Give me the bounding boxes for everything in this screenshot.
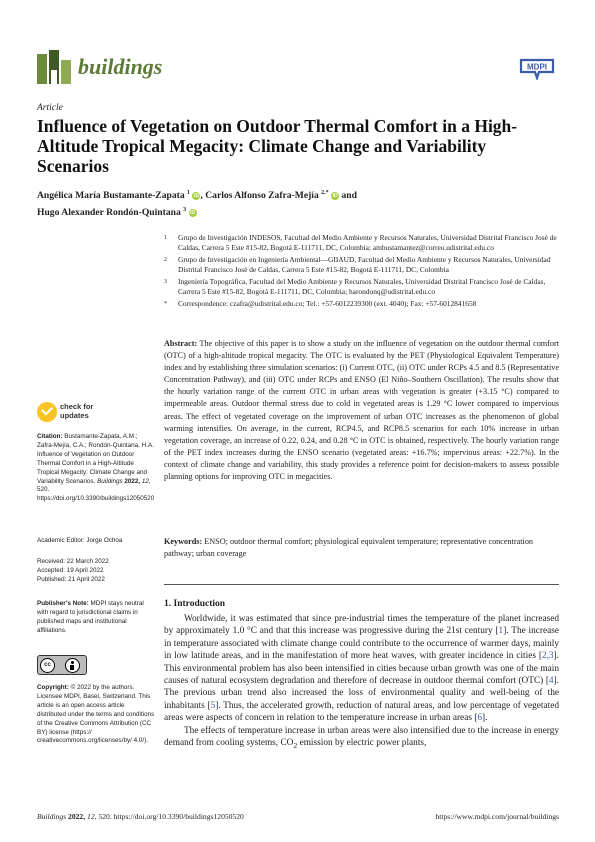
affiliation-item: [164, 255, 559, 275]
paragraph: [164, 725, 559, 753]
citation-doi[interactable]: 520. https://doi.org/10.3390/buildings12050520: [37, 486, 155, 503]
footer-volume: 12,: [87, 812, 97, 821]
publisher-note-label: Publisher’s Note:: [37, 600, 89, 607]
page-footer: [37, 812, 559, 821]
author-name[interactable]: Hugo Alexander Rondón-Quintana: [37, 207, 181, 219]
accepted-date: Accepted: 19 April 2022: [37, 566, 104, 574]
author-name[interactable]: Carlos Alfonso Zafra-Mejía: [205, 190, 319, 202]
citation-authors: Bustamante-Zapata, A.M.; Zafra-Mejía, C.A.; Rondón-Quintana, H.A. Influence of Vegetation on Outdoor Thermal Comfort in a High-Altitude Tropical Megacity: Climate Change and Variability Scenarios.: [37, 433, 154, 485]
cc-by-license-icon[interactable]: [37, 655, 87, 675]
affiliation-text: Grupo de Investigación en Ingeniería Ambiental—GIIAUD, Facultad del Medio Ambiente y Recursos Naturales, Universidad Distrital Francisco José de Caldas, Carrera 5 Este #15-82, Bogotá E-111711, DC, Colombia: [178, 255, 551, 274]
keywords-text: ENSO; outdoor thermal comfort; physiological equivalent temperature; representative concentration pathway; urban coverage: [164, 537, 534, 559]
cc-icon: cc: [40, 658, 55, 673]
citation-link[interactable]: 2,3: [541, 651, 554, 662]
footer-journal: Buildings: [37, 812, 67, 821]
citation-block: [37, 433, 155, 504]
keywords-label: Keywords:: [164, 537, 203, 546]
affiliation-number: 2: [164, 257, 167, 263]
footer-journal-url[interactable]: https://www.mdpi.com/journal/buildings: [435, 812, 559, 821]
text-run: ].: [482, 713, 488, 724]
affiliation-text: Grupo de Investigación INDESOS, Facultad del Medio Ambiente y Recursos Naturales, Universidad Distrital Francisco José de Caldas, Carrera 5 Este #15-82, Bogotá E-111711, DC, Colombia; ambustamantez@correo.udistrital.edu.co: [178, 233, 557, 252]
affiliation-number: 1: [164, 235, 167, 241]
orcid-icon[interactable]: iD: [190, 210, 196, 217]
mdpi-logo-icon[interactable]: [517, 56, 557, 80]
journal-name[interactable]: buildings: [78, 54, 163, 79]
published-date: Published: 21 April 2022: [37, 575, 105, 583]
check-line: check for: [60, 402, 94, 411]
check-for-updates-label: [60, 403, 93, 420]
section-divider: [164, 584, 559, 585]
affiliation-number: 3: [164, 279, 167, 285]
affiliation-text: Correspondence: czafra@udistrital.edu.co; Tel.: +57-6012239300 (ext. 4040); Fax: +57-6012841658: [178, 299, 477, 308]
text-run: The effects of temperature increase in urban areas were also intensified due to the increase in energy demand from cooling systems, CO: [164, 725, 559, 749]
affiliation-item: [164, 277, 559, 297]
text-run: ]. The previous urban trend also increased the loss of environmental quality and well-being of the inhabitants [: [164, 676, 559, 711]
text-run: ]. The increase in temperature associated with climate change could contribute to the occurrence of warmer days, mainly in low latitude areas, and in the manifestation of more heat waves, with greater incidence in cities [: [164, 626, 559, 662]
check-for-updates-badge[interactable]: [37, 402, 117, 424]
author-affil-sup: 2,*: [321, 190, 329, 196]
subscript: 2: [293, 740, 298, 750]
publisher-note: [37, 600, 155, 636]
mdpi-logo-text: MDPI: [527, 62, 547, 72]
citation-link[interactable]: 4: [548, 676, 554, 687]
footer-doi[interactable]: 520. https://doi.org/10.3390/buildings12050520: [98, 812, 244, 821]
author-affil-sup: 3: [183, 207, 187, 214]
citation-journal: Buildings: [97, 477, 123, 485]
check-line: updates: [60, 410, 89, 420]
received-date: Received: 22 March 2022: [37, 558, 109, 565]
check-icon: [37, 402, 57, 422]
abstract-label: Abstract:: [164, 339, 198, 348]
author-affil-sup: 1: [187, 190, 191, 196]
text-run: ]. This environmental problem has also been intensified in cities because urban growth was one of the main causes of natural ecosystem degradation and therefore of decrease in outdoor thermal comfort (OTC) [: [164, 651, 559, 687]
introduction-body: [164, 613, 559, 752]
attribution-person-icon: [65, 658, 80, 673]
citation-label: Citation:: [37, 433, 63, 440]
citation-year: 2022,: [124, 477, 141, 485]
copyright-text: © 2022 by the authors. Licensee MDPI, Basel, Switzerland. This article is an open access article distributed under the terms and conditions of the Creative Commons Attribution (CC BY) license (https:// creativecommons.org/licenses/by/ 4.0/).: [37, 684, 155, 745]
academic-editor: Academic Editor: Jorge Ochoa: [37, 537, 123, 544]
citation-link[interactable]: 5: [210, 700, 216, 711]
affiliation-text: Ingeniería Topográfica, Facultad del Medio Ambiente y Recursos Naturales, Universidad Distrital Francisco José de Caldas, Carrera 5 Este #15-82, Bogotá E-111711, DC, Colombia; harondonq@udistrital.edu.co: [178, 277, 546, 296]
affiliation-item: [164, 299, 559, 309]
dates-block: [37, 558, 155, 585]
article-type: Article: [37, 103, 63, 113]
copyright-block: [37, 684, 155, 746]
footer-year: 2022,: [68, 812, 86, 821]
buildings-logo-icon: [37, 50, 73, 84]
abstract-text: The objective of this paper is to show a study on the influence of vegetation on the outdoor thermal comfort (OTC) of a high-altitude tropical megacity. The OTC is evaluated by the PET (Physiological Equivalent Temperature) index and by establishing three simulation scenarios: (i) Current OTC, (ii) OTC under RCPs 4.5 and 8.5 (Representative Concentration Pathway), and (iii) OTC under RCPs and ENSO (El Niño–Southern Oscillation). The results show that the hourly variation range of the current OTC in urban areas with vegetation is greater (+3.15 °C) compared to impermeable areas. Outdoor thermal stress due to cold in vegetated areas is 1.29 °C lower compared to impervious areas. The effect of vegetated coverage on the improvement of urban OTC increases as the phenomenon of global warming intensifies. On average, in the current, RCP4.5, and RCP8.5 scenarios for each 10% increase in urban vegetation coverage, an increase of 0.22, 0.24, and 0.28 °C in OTC is obtained, respectively. The hourly variation range of the PET index increases during the ENSO scenario (vegetated areas: +16.7%; impervious areas: +22.7%). In the context of climate change and variability, this study provides a reference point for decision-makers to assess possible planning options for improving OTC in megacities.: [164, 339, 560, 482]
orcid-icon[interactable]: iD: [193, 193, 199, 200]
article-title: Influence of Vegetation on Outdoor Thermal Comfort in a High-Altitude Tropical Megacity: Climate Change and Variability Scenarios: [37, 116, 518, 176]
author-list: Angélica María Bustamante-Zapata $^1$ iD , Carlos Alfonso Zafra-Mejía $^{2,*}$ iD and Hugo Alexander Rondón-Quintana $^3$ iD: [37, 190, 357, 219]
citation-link[interactable]: 1: [498, 626, 504, 637]
citation-link[interactable]: 6: [477, 713, 483, 724]
affiliation-item: [164, 233, 559, 253]
journal-header: [37, 48, 557, 88]
keywords: [164, 536, 559, 560]
text-run: ]. Thus, the accelerated growth, reduction of natural areas, and low percentage of vegetated areas were aspects of concern in relation to the temperature increase in urban areas [: [164, 700, 560, 724]
copyright-label: Copyright:: [37, 684, 69, 691]
author-name[interactable]: Angélica María Bustamante-Zapata: [37, 190, 185, 202]
abstract: [164, 338, 559, 483]
section-heading: 1. Introduction: [164, 599, 226, 609]
text-run: emission by electric power plants,: [297, 738, 427, 749]
publisher-note-text: MDPI stays neutral with regard to jurisdictional claims in published maps and institutional affiliations.: [37, 600, 144, 634]
paragraph: [164, 613, 559, 725]
affiliation-list: [164, 233, 559, 311]
affiliation-number: *: [164, 301, 167, 307]
orcid-icon[interactable]: iD: [332, 193, 338, 200]
citation-volume: 12,: [141, 477, 151, 485]
author-and: and: [341, 190, 357, 202]
text-run: Worldwide, it was estimated that since pre-industrial times the temperature of the planet increased by approximately 1.0 °C and that this increase was progressive during the 21st century [: [164, 614, 559, 637]
